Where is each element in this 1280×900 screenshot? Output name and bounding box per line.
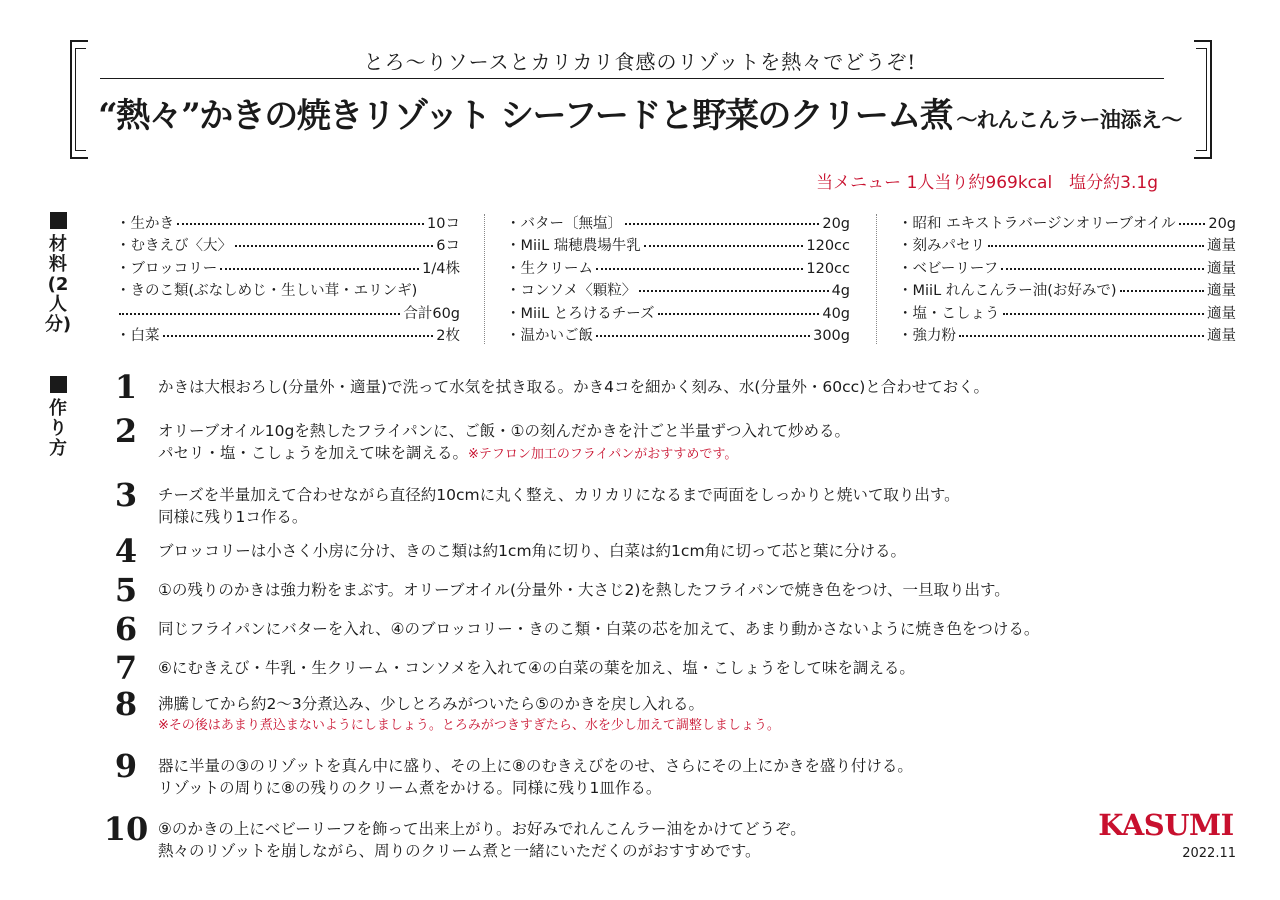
ingredient-amount: 2枚 xyxy=(436,327,460,344)
leader-dots xyxy=(639,289,828,292)
leader-dots xyxy=(625,222,819,225)
method-heading-text: 作り方 xyxy=(49,398,67,459)
leader-dots xyxy=(959,334,1204,337)
ingredient-row xyxy=(898,279,1236,301)
square-bullet-icon xyxy=(50,376,67,393)
ingredient-amount: 6コ xyxy=(436,238,460,255)
leader-dots xyxy=(220,267,419,270)
step-body xyxy=(158,376,1168,398)
step-text: ⑥にむきえび・牛乳・生クリーム・コンソメを入れて④の白菜の葉を加え、塩・こしょうをして味を調える。 xyxy=(158,659,915,677)
leader-dots xyxy=(177,222,424,225)
step-text-line xyxy=(158,420,1168,442)
ingredient-row xyxy=(898,302,1236,324)
step-body xyxy=(158,484,1168,528)
column-divider xyxy=(876,214,877,344)
recipe-subtitle: 〜れんこんラー油添え〜 xyxy=(956,107,1182,132)
ingredient-amount: 10コ xyxy=(427,216,460,232)
step-text: かきは大根おろし(分量外・適量)で洗って水気を拭き取る。かき4コを細かく刻み、水(分量外・60cc)と合わせておく。 xyxy=(158,378,989,396)
ingredients-heading-text: 材料(2人分) xyxy=(44,234,72,335)
ingredient-amount: 適量 xyxy=(1207,260,1236,277)
ingredient-row xyxy=(116,279,460,301)
ingredient-row xyxy=(898,324,1236,346)
ingredients-heading xyxy=(44,212,72,335)
ingredient-amount: 20g xyxy=(822,216,850,232)
step-body xyxy=(158,693,1168,737)
ingredient-name: ・強力粉 xyxy=(898,327,956,344)
step-text-line xyxy=(158,579,1168,601)
issue-date: 2022.11 xyxy=(1182,846,1236,861)
header-divider xyxy=(100,78,1164,79)
step-text-line xyxy=(158,618,1168,640)
step-inline-tip: ※テフロン加工のフライパンがおすすめです。 xyxy=(468,447,738,462)
leader-dots xyxy=(163,334,434,337)
ingredient-name: ・コンソメ〈顆粒〉 xyxy=(506,283,637,300)
ingredient-row xyxy=(898,234,1236,256)
step-text: リゾットの周りに⑧の残りのクリーム煮をかける。同様に残り1皿作る。 xyxy=(158,779,662,797)
ingredient-amount: 40g xyxy=(822,305,850,322)
step-number: 7 xyxy=(114,649,138,687)
ingredient-name: ・ブロッコリー xyxy=(116,260,218,277)
leader-dots xyxy=(1003,312,1205,315)
ingredient-name: ・むきえび〈大〉 xyxy=(116,238,232,255)
step-number: 9 xyxy=(114,747,138,785)
step-text: ブロッコリーは小さく小房に分け、きのこ類は約1cm角に切り、白菜は約1cm角に切って芯と葉に分ける。 xyxy=(158,542,907,560)
ingredient-amount: 120cc xyxy=(806,260,850,277)
ingredient-amount: 合計60g xyxy=(403,305,460,322)
step-number: 10 xyxy=(103,810,149,848)
step-text-line xyxy=(158,818,1168,840)
step-body xyxy=(158,818,1168,862)
leader-dots xyxy=(119,312,400,315)
ingredient-name: ・MiiL 瑞穂農場牛乳 xyxy=(506,238,641,255)
ingredient-amount: 適量 xyxy=(1207,305,1236,322)
step-text: オリーブオイル10gを熱したフライパンに、ご飯・①の刻んだかきを汁ごと半量ずつ入れて炒める。 xyxy=(158,422,850,440)
ingredient-row xyxy=(898,212,1236,234)
step-text-line xyxy=(158,755,1168,777)
leader-dots xyxy=(235,244,433,247)
leader-dots xyxy=(1120,289,1204,292)
kasumi-logo: KASUMI xyxy=(1098,808,1234,842)
recipe-title: “熱々”かきの焼きリゾット シーフードと野菜のクリーム煮 xyxy=(98,96,953,136)
leader-dots xyxy=(596,334,810,337)
title-row xyxy=(90,88,1190,137)
ingredient-name: ・塩・こしょう xyxy=(898,305,1000,322)
ingredient-name: ・きのこ類(ぶなしめじ・生しい茸・エリンギ) xyxy=(116,283,418,300)
step-text-line xyxy=(158,693,1168,715)
step-text: ⑨のかきの上にベビーリーフを飾って出来上がり。お好みでれんこんラー油をかけてどうぞ。 xyxy=(158,820,806,838)
step-text-line xyxy=(158,540,1168,562)
step-body xyxy=(158,657,1168,679)
ingredient-name: ・温かいご飯 xyxy=(506,327,593,344)
step-body xyxy=(158,579,1168,601)
square-bullet-icon xyxy=(50,212,67,229)
step-number: 5 xyxy=(114,571,138,609)
ingredients-column-2 xyxy=(506,212,850,346)
step-body xyxy=(158,540,1168,562)
ingredient-amount: 適量 xyxy=(1207,283,1236,300)
method-heading xyxy=(44,376,72,459)
step-text: 熱々のリゾットを崩しながら、周りのクリーム煮と一緒にいただくのがおすすめです。 xyxy=(158,842,761,860)
ingredient-row xyxy=(506,257,850,279)
step-number: 6 xyxy=(114,610,138,648)
step-text: 同様に残り1コ作る。 xyxy=(158,508,308,526)
step-number: 8 xyxy=(114,685,138,723)
ingredient-amount: 120cc xyxy=(806,238,850,255)
ingredient-name: ・バター〔無塩〕 xyxy=(506,216,622,232)
ingredient-amount: 4g xyxy=(831,283,850,300)
ingredient-name: ・昭和 エキストラバージンオリーブオイル xyxy=(898,216,1176,232)
step-text: 器に半量の③のリゾットを真ん中に盛り、その上に⑧のむきえびをのせ、さらにその上にかきを盛り付ける。 xyxy=(158,757,913,775)
left-bracket-ornament xyxy=(70,40,88,159)
ingredient-amount: 適量 xyxy=(1207,327,1236,344)
ingredient-row xyxy=(116,324,460,346)
step-tip-note: ※その後はあまり煮込まないようにしましょう。とろみがつきすぎたら、水を少し加えて調整しましょう。 xyxy=(158,718,780,733)
step-body xyxy=(158,420,1168,466)
step-number: 3 xyxy=(114,476,138,514)
ingredient-name: ・生クリーム xyxy=(506,260,593,277)
step-text-line xyxy=(158,657,1168,679)
step-number: 2 xyxy=(114,412,138,450)
ingredient-row xyxy=(506,302,850,324)
column-divider xyxy=(484,214,485,344)
ingredient-row xyxy=(898,257,1236,279)
step-text: チーズを半量加えて合わせながら直径約10cmに丸く整え、カリカリになるまで両面をしっかりと焼いて取り出す。 xyxy=(158,486,960,504)
ingredient-name: ・白菜 xyxy=(116,327,160,344)
ingredient-amount: 300g xyxy=(813,327,850,344)
step-text: ①の残りのかきは強力粉をまぶす。オリーブオイル(分量外・大さじ2)を熱したフライパンで焼き色をつけ、一旦取り出す。 xyxy=(158,581,1010,599)
ingredient-row xyxy=(116,212,460,234)
ingredients-column-1 xyxy=(116,212,460,346)
leader-dots xyxy=(1001,267,1204,270)
leader-dots xyxy=(658,312,820,315)
step-text-line xyxy=(158,376,1168,398)
ingredient-amount: 20g xyxy=(1208,216,1236,232)
ingredient-name: ・刻みパセリ xyxy=(898,238,985,255)
ingredient-name: ・生かき xyxy=(116,216,174,232)
step-text: 同じフライパンにバターを入れ、④のブロッコリー・きのこ類・白菜の芯を加えて、あまり動かさないように焼き色をつける。 xyxy=(158,620,1040,638)
step-body xyxy=(158,618,1168,640)
ingredient-name: ・MiiL とろけるチーズ xyxy=(506,305,655,322)
nutrition-info: 当メニュー 1人当り約969kcal 塩分約3.1g xyxy=(816,173,1158,193)
step-text-line xyxy=(158,506,1168,528)
step-text-line xyxy=(158,777,1168,799)
step-number: 4 xyxy=(114,532,138,570)
ingredient-row xyxy=(506,212,850,234)
tagline: とろ〜りソースとカリカリ食感のリゾットを熱々でどうぞ! xyxy=(363,50,917,74)
step-text: 沸騰してから約2〜3分煮込み、少しとろみがついたら⑤のかきを戻し入れる。 xyxy=(158,695,705,713)
ingredient-row xyxy=(506,279,850,301)
ingredient-row xyxy=(116,234,460,256)
ingredient-row xyxy=(506,234,850,256)
step-body xyxy=(158,755,1168,799)
step-text-line xyxy=(158,840,1168,862)
leader-dots xyxy=(1179,222,1206,225)
ingredient-amount: 1/4株 xyxy=(422,260,460,277)
leader-dots xyxy=(596,267,803,270)
ingredient-name: ・ベビーリーフ xyxy=(898,260,999,277)
step-number: 1 xyxy=(114,368,138,406)
ingredient-row xyxy=(506,324,850,346)
right-bracket-ornament xyxy=(1194,40,1212,159)
leader-dots xyxy=(988,244,1204,247)
ingredient-row xyxy=(116,302,460,324)
ingredients-column-3 xyxy=(898,212,1236,346)
step-text-line xyxy=(158,484,1168,506)
step-text-line xyxy=(158,442,1168,466)
ingredient-name: ・MiiL れんこんラー油(お好みで) xyxy=(898,283,1117,300)
step-text: パセリ・塩・こしょうを加えて味を調える。 xyxy=(158,444,469,462)
leader-dots xyxy=(644,244,804,247)
ingredient-row xyxy=(116,257,460,279)
ingredient-amount: 適量 xyxy=(1207,238,1236,255)
